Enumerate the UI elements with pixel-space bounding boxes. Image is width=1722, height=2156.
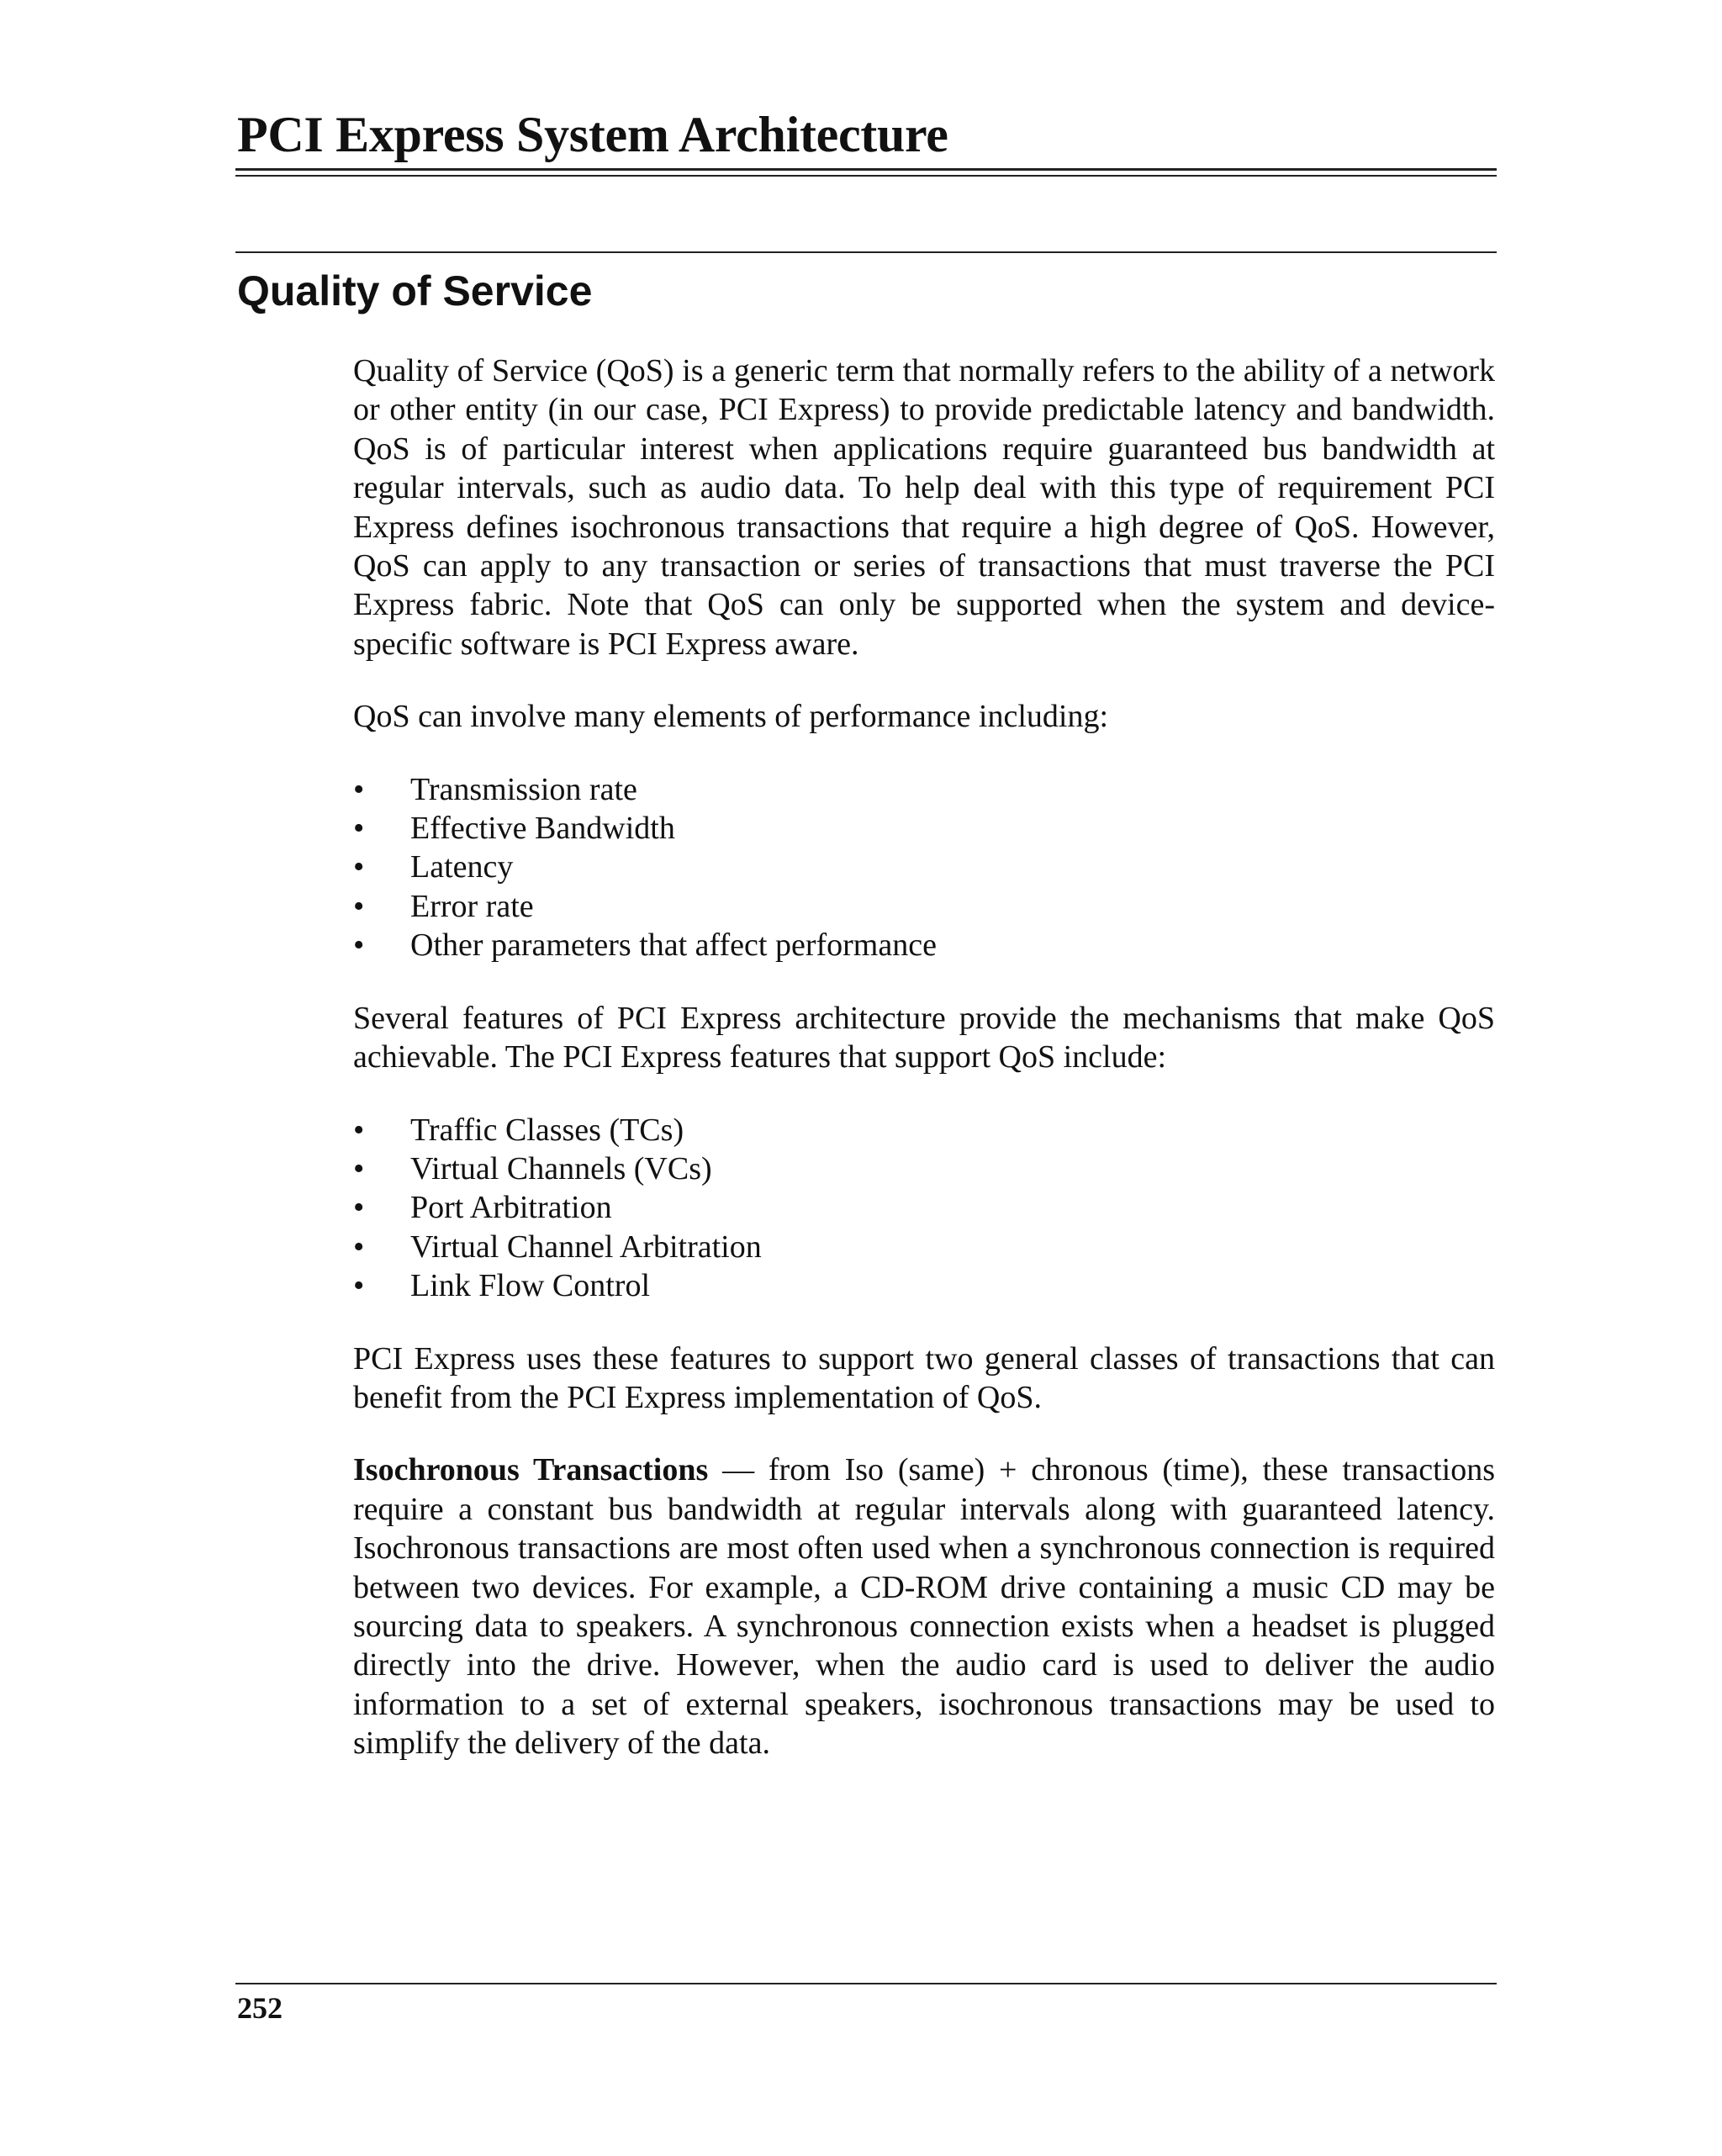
transaction-classes-paragraph: PCI Express uses these features to support two general classes of transactions that can benefit from the PCI Express implementation of QoS. <box>353 1340 1495 1415</box>
list-item <box>353 1266 1495 1305</box>
bullet-icon: • <box>353 927 365 964</box>
intro-paragraph: Quality of Service (QoS) is a generic term that normally refers to the ability of a network or other entity (in our case, PCI Express) to provide predictable latency and bandwidth. QoS is of particular interest when applications require guaranteed bus bandwidth at regular intervals, such as audio data. To help deal with this type of requirement PCI Express defines isochronous transactions that require a high degree of QoS. However, QoS can apply to any transaction or series of transactions that must traverse the PCI Express fabric. Note that QoS can only be supported when the system and device-specific software is PCI Express aware. <box>353 353 1495 662</box>
features-intro-paragraph: Several features of PCI Express architecture provide the mechanisms that make QoS achievable. The PCI Express features that support QoS include: <box>353 1000 1495 1075</box>
isochronous-paragraph <box>353 1451 1495 1762</box>
list-item <box>353 1111 1495 1149</box>
elements-intro-paragraph: QoS can involve many elements of performance including: <box>353 699 1109 735</box>
list-item <box>353 770 1495 809</box>
bullet-icon: • <box>353 888 365 924</box>
list-item-text: Traffic Classes (TCs) <box>410 1112 684 1148</box>
list-item-text: Latency <box>410 849 514 885</box>
bullet-icon: • <box>353 1268 365 1304</box>
bullet-icon: • <box>353 811 365 847</box>
list-item <box>353 1149 1495 1188</box>
section-title: Quality of Service <box>237 267 593 314</box>
bullet-icon: • <box>353 771 365 807</box>
list-item-text: Effective Bandwidth <box>410 811 675 847</box>
list-item-text: Transmission rate <box>410 771 637 807</box>
running-head-title: PCI Express System Architecture <box>237 107 948 162</box>
header-rule-thick <box>235 168 1497 171</box>
list-item <box>353 887 1495 926</box>
list-item <box>353 809 1495 848</box>
list-item-text: Other parameters that affect performance <box>410 927 937 964</box>
list-item-text: Port Arbitration <box>410 1190 612 1226</box>
footer-rule <box>235 1983 1497 1984</box>
bullet-icon: • <box>353 1150 365 1186</box>
section-rule <box>235 251 1497 253</box>
bullet-icon: • <box>353 849 365 885</box>
isochronous-term: Isochronous Transactions <box>353 1452 709 1488</box>
list-item-text: Virtual Channels (VCs) <box>410 1150 712 1186</box>
header-rule-thin <box>235 175 1497 177</box>
list-item-text: Error rate <box>410 888 534 924</box>
list-item <box>353 1188 1495 1227</box>
qos-features-list <box>353 1111 1495 1306</box>
list-item <box>353 1228 1495 1266</box>
list-item-text: Link Flow Control <box>410 1268 651 1304</box>
bullet-icon: • <box>353 1229 365 1265</box>
page-number: 252 <box>237 1991 283 2025</box>
list-item-text: Virtual Channel Arbitration <box>410 1229 762 1265</box>
list-item <box>353 926 1495 964</box>
performance-elements-list <box>353 770 1495 965</box>
body-text <box>353 351 1495 1797</box>
bullet-icon: • <box>353 1112 365 1148</box>
list-item <box>353 848 1495 886</box>
isochronous-text: — from Iso (same) + chronous (time), these transactions require a constant bus bandwidth at regular intervals along with guaranteed latency. Isochronous transactions are most often used when a synchronous connection is required between two devices. For example, a CD-ROM drive containing a music CD may be sourcing data to speakers. A synchronous connection exists when a headset is plugged directly into the drive. However, when the audio card is used to deliver the audio information to a set of external speakers, isochronous transactions may be used to simplify the delivery of the data. <box>353 1452 1495 1762</box>
bullet-icon: • <box>353 1190 365 1226</box>
